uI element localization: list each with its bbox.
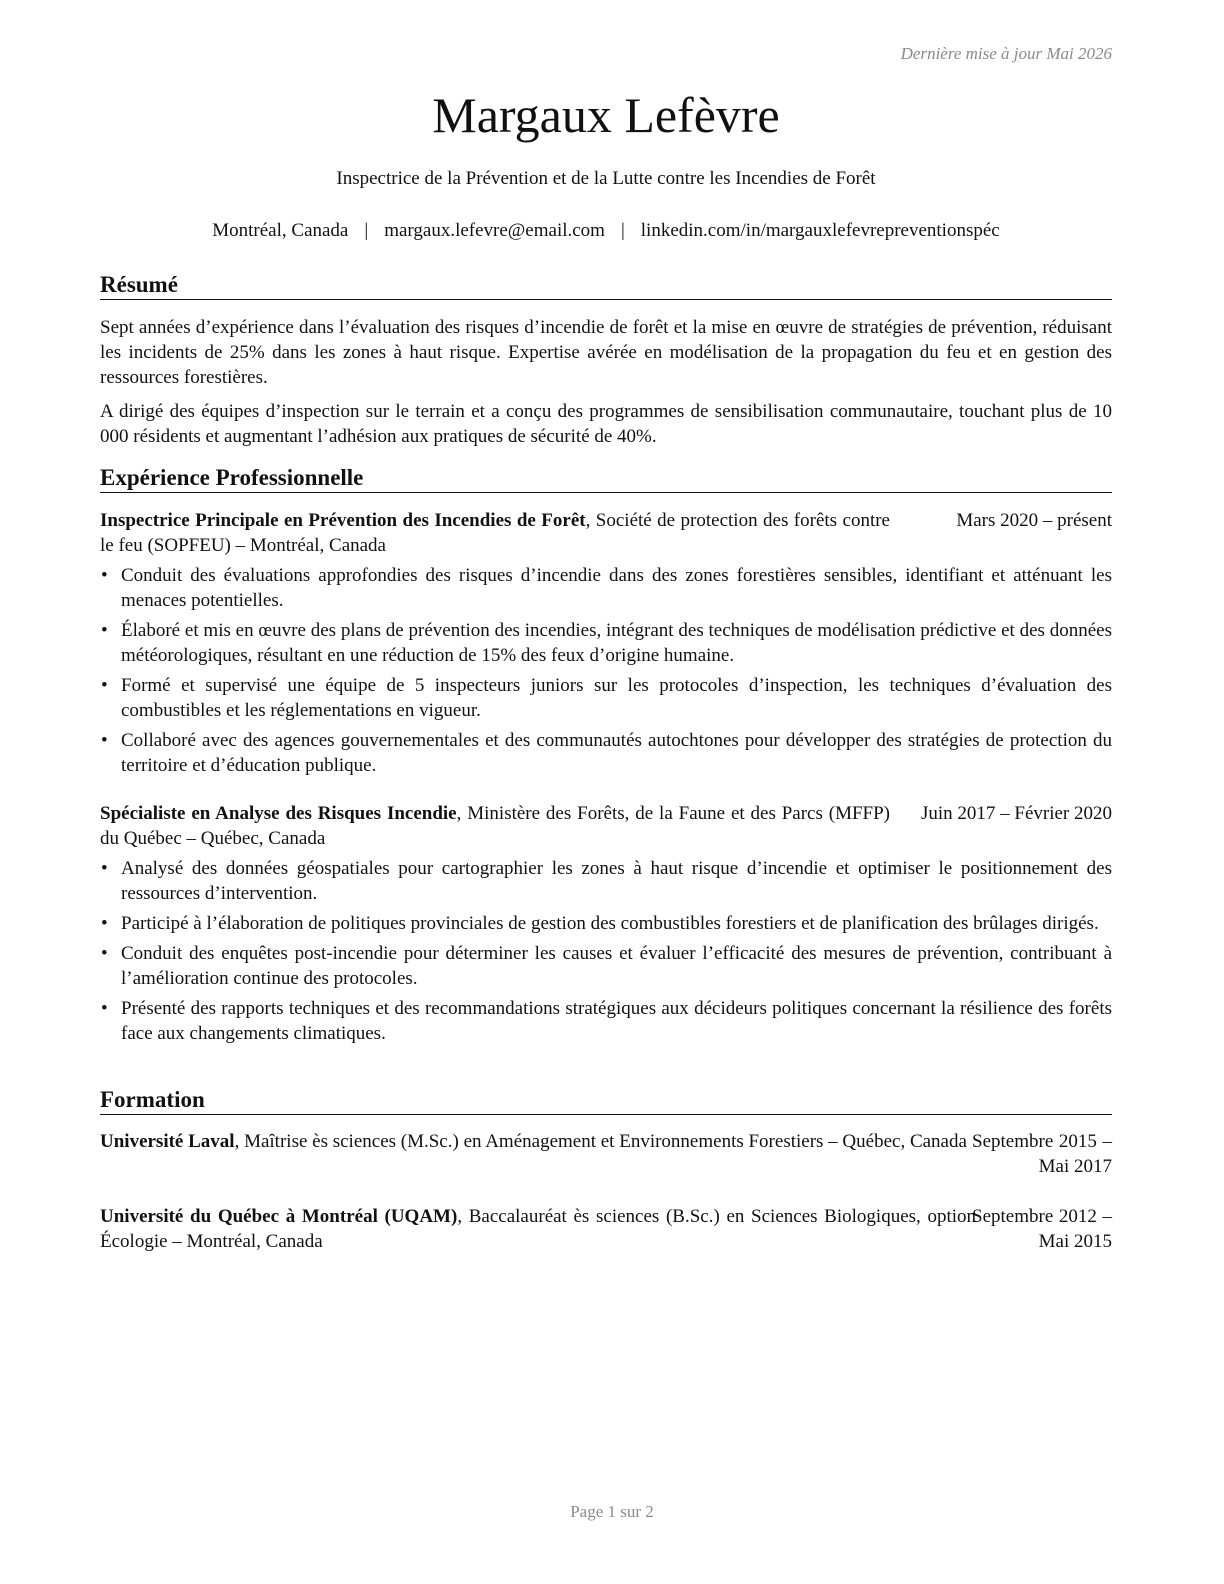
job-dates: Juin 2017 – Février 2020 bbox=[920, 803, 1112, 824]
job-role: Inspectrice Principale en Prévention des Incendies de Forêt bbox=[100, 510, 586, 531]
education-entry bbox=[100, 1204, 1112, 1254]
email-link[interactable]: margaux.lefevre@email.com bbox=[384, 220, 605, 241]
person-name: Margaux Lefèvre bbox=[432, 87, 780, 143]
bullet-icon: • bbox=[101, 858, 108, 879]
bullet-icon: • bbox=[101, 675, 108, 696]
bullet-icon: • bbox=[101, 730, 108, 751]
job-organization: , Société de protection des forêts contre le feu (SOPFEU) – Montréal, Canada bbox=[100, 510, 890, 556]
separator: | bbox=[620, 220, 625, 241]
last-updated: Dernière mise à jour Mai 2026 bbox=[900, 44, 1112, 63]
location: Montréal, Canada bbox=[212, 220, 349, 241]
bullet-icon: • bbox=[101, 620, 108, 641]
job-role-line bbox=[100, 508, 890, 558]
list-item: • Participé à l’élaboration de politiques provinciales de gestion des combustibles forestiers et de planification des brûlages dirigés. bbox=[101, 913, 1099, 934]
summary-paragraph: Sept années d’expérience dans l’évaluation des risques d’incendie de forêt et la mise en œuvre de stratégies de prévention, réduisant les incidents de 25% dans les zones à haut risque. Expertise avérée en modélisation de la propagation du feu et en gestion des ressources forestières. bbox=[100, 317, 1112, 388]
bullet-icon: • bbox=[101, 913, 108, 934]
list-item: • Conduit des évaluations approfondies des risques d’incendie dans des zones forestières sensibles, identifiant et atténuant les menaces potentielles. bbox=[101, 565, 1112, 611]
list-item: • Conduit des enquêtes post-incendie pour déterminer les causes et évaluer l’efficacité des mesures de prévention, contribuant à l’amélioration continue des protocoles. bbox=[101, 943, 1112, 989]
job-header bbox=[100, 801, 1112, 851]
section-heading-summary: Résumé bbox=[100, 271, 1112, 300]
school-name: Université du Québec à Montréal (UQAM) bbox=[100, 1206, 458, 1227]
section-heading-education: Formation bbox=[100, 1086, 1112, 1115]
bullet-icon: • bbox=[101, 998, 108, 1019]
job-role: Spécialiste en Analyse des Risques Incendie bbox=[100, 803, 457, 824]
section-heading-experience: Expérience Professionnelle bbox=[100, 464, 1112, 493]
list-item: • Présenté des rapports techniques et des recommandations stratégiques aux décideurs politiques concernant la résilience des forêts face aux changements climatiques. bbox=[101, 998, 1112, 1044]
list-item: • Élaboré et mis en œuvre des plans de prévention des incendies, intégrant des techniques de modélisation prédictive et des données météorologiques, résultant en une réduction de 15% des feux d’origine humaine. bbox=[101, 620, 1112, 666]
job-bullets bbox=[100, 563, 1112, 783]
list-item: • Analysé des données géospatiales pour cartographier les zones à haut risque d’incendie et optimiser le positionnement des ressources d’intervention. bbox=[101, 858, 1112, 904]
bullet-icon: • bbox=[101, 943, 108, 964]
job-role-line bbox=[100, 801, 890, 851]
separator: | bbox=[364, 220, 369, 241]
summary-paragraph: A dirigé des équipes d’inspection sur le terrain et a conçu des programmes de sensibilisation communautaire, touchant plus de 10 000 résidents et augmentant l’adhésion aux pratiques de sécurité de 40%. bbox=[100, 401, 1112, 447]
job-header bbox=[100, 508, 1112, 558]
education-dates: Septembre 2012 – Mai 2015 bbox=[972, 1206, 1112, 1252]
job-dates: Mars 2020 – présent bbox=[956, 510, 1112, 531]
school-name: Université Laval bbox=[100, 1131, 235, 1152]
degree-detail: , Maîtrise ès sciences (M.Sc.) en Aménagement et Environnements Forestiers – Québec, Canada bbox=[234, 1131, 967, 1152]
education-dates: Septembre 2015 – Mai 2017 bbox=[972, 1131, 1112, 1177]
linkedin-link[interactable]: linkedin.com/in/margauxlefevrepreventionspéc bbox=[640, 220, 1000, 241]
job-title: Inspectrice de la Prévention et de la Lutte contre les Incendies de Forêt bbox=[336, 168, 876, 189]
page-number: Page 1 sur 2 bbox=[570, 1502, 654, 1521]
contact-line bbox=[100, 220, 1112, 242]
bullet-icon: • bbox=[101, 565, 108, 586]
education-entry bbox=[100, 1129, 1112, 1177]
job-bullets bbox=[100, 856, 1112, 1051]
job-organization: , Ministère des Forêts, de la Faune et des Parcs (MFFP) du Québec – Québec, Canada bbox=[100, 803, 890, 849]
list-item: • Formé et supervisé une équipe de 5 inspecteurs juniors sur les protocoles d’inspection, les techniques d’évaluation des combustibles et les réglementations en vigueur. bbox=[101, 675, 1112, 721]
degree-detail: , Baccalauréat ès sciences (B.Sc.) en Sciences Biologiques, option Écologie – Montréal, Canada bbox=[100, 1206, 976, 1252]
list-item: • Collaboré avec des agences gouvernementales et des communautés autochtones pour développer des stratégies de protection du territoire et d’éducation publique. bbox=[101, 730, 1112, 776]
